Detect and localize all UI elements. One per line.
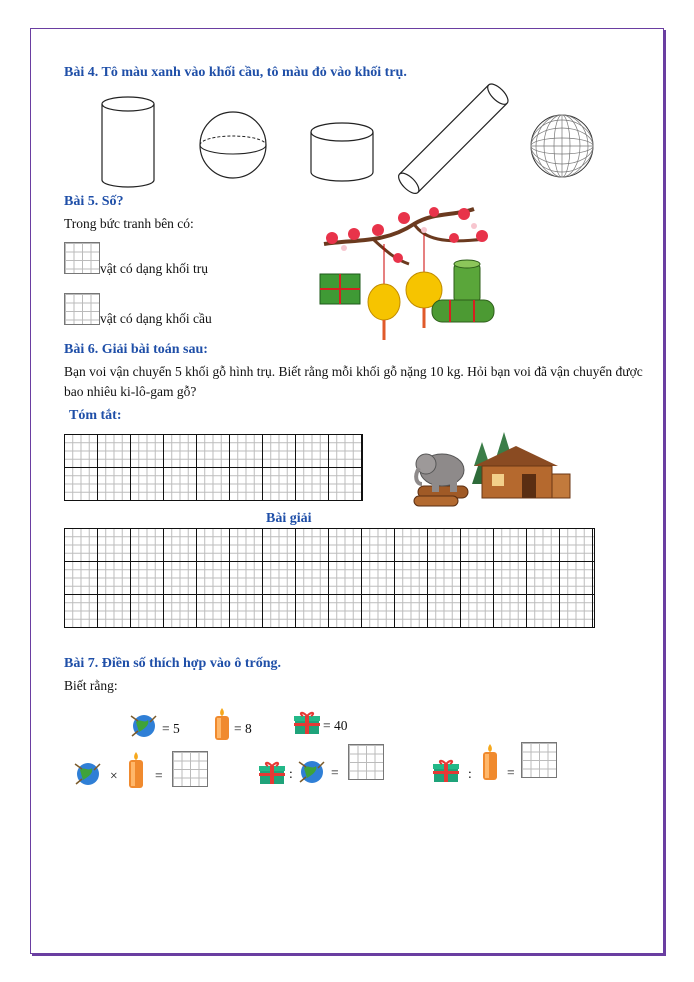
divide-operator: : <box>468 766 472 781</box>
equals-sign: = <box>155 768 163 783</box>
equals-sign: = <box>507 765 515 780</box>
bai5-line2: vật có dạng khối cầu <box>100 311 212 326</box>
given-globe-value: = 5 <box>162 721 180 736</box>
bai4-title: Bài 4. Tô màu xanh vào khối cầu, tô màu đỏ vào khối trụ. <box>64 65 407 80</box>
shape-wire-sphere <box>530 114 596 180</box>
bai6-problem: Bạn voi vận chuyển 5 khối gỗ hình trụ. Biết rằng mỗi khối gỗ nặng 10 kg. Hỏi bạn voi đã vận chuyển được bao nhiêu ki-lô-gam gỗ? <box>64 364 643 399</box>
answer-box-cylinder[interactable] <box>64 242 100 274</box>
bai5-intro: Trong bức tranh bên có: <box>64 216 194 231</box>
summary-grid[interactable] <box>64 434 363 501</box>
tet-illustration <box>314 204 504 346</box>
divide-operator: : <box>289 766 293 781</box>
answer-box-eq2[interactable] <box>348 744 384 780</box>
shape-cylinder-short <box>310 122 380 184</box>
given-candle-value: = 8 <box>234 721 252 736</box>
globe-icon <box>74 760 102 788</box>
bai6-summary-label: Tóm tắt: <box>69 408 122 423</box>
candle-icon <box>481 742 499 782</box>
times-operator: × <box>110 768 118 783</box>
candle-icon <box>213 706 231 742</box>
candle-icon <box>127 750 145 790</box>
globe-icon <box>298 758 326 786</box>
answer-box-eq3[interactable] <box>521 742 557 778</box>
shape-sphere <box>198 110 270 182</box>
bai5-line1: vật có dạng khối trụ <box>100 261 208 276</box>
answer-box-eq1[interactable] <box>172 751 208 787</box>
answer-box-sphere[interactable] <box>64 293 100 325</box>
shape-cylinder-tilted <box>402 86 506 190</box>
bai6-solution-label: Bài giải <box>266 511 312 526</box>
equals-sign: = <box>331 765 339 780</box>
bai5-title: Bài 5. Số? <box>64 194 124 209</box>
gift-icon <box>258 760 286 786</box>
shape-cylinder-tall <box>100 96 160 190</box>
bai7-title: Bài 7. Điền số thích hợp vào ô trống. <box>64 656 281 671</box>
given-gift-value: = 40 <box>323 718 348 733</box>
gift-icon <box>432 758 460 784</box>
solution-grid[interactable] <box>64 528 595 628</box>
gift-icon <box>293 710 321 736</box>
bai6-title: Bài 6. Giải bài toán sau: <box>64 342 208 357</box>
globe-icon <box>130 712 158 740</box>
bai7-given: Biết rằng: <box>64 678 118 693</box>
elephant-house-illustration <box>412 424 576 508</box>
